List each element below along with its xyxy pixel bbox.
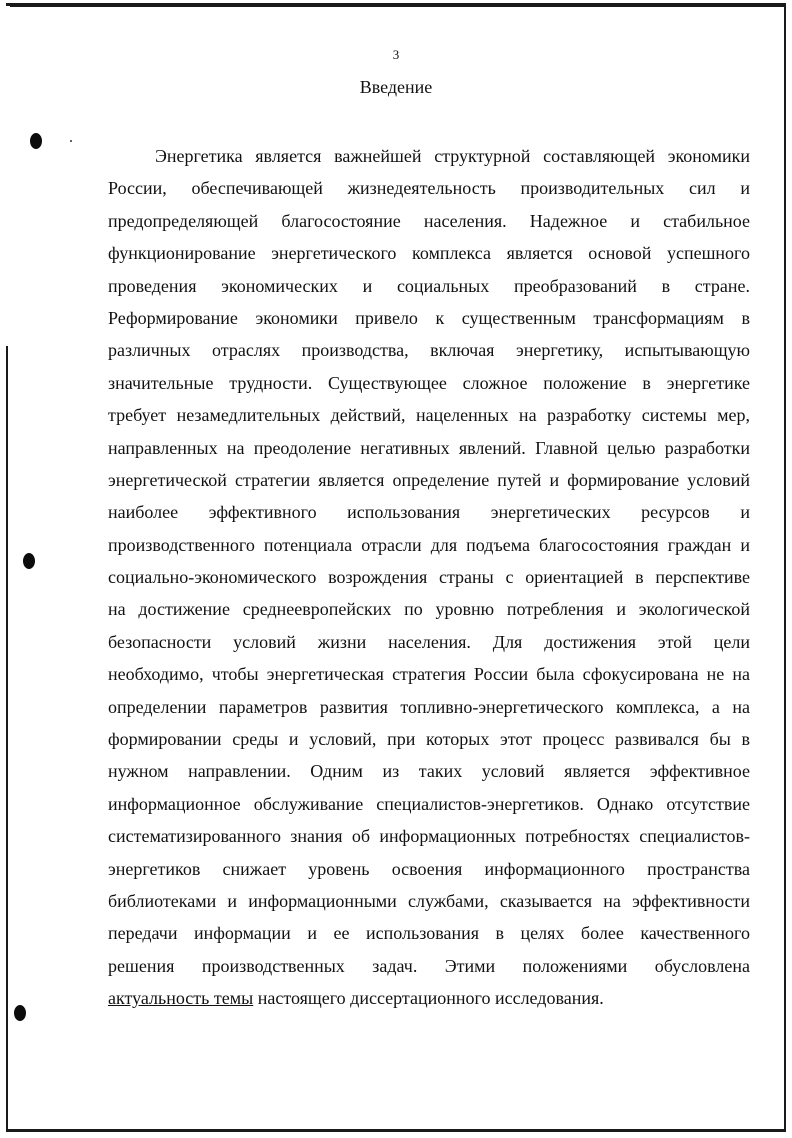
text-line: требует незамедлительных действий, нацеленных на разработку системы мер,	[108, 405, 750, 426]
text-line: значительные трудности. Существующее сложное положение в энергетике	[108, 372, 750, 393]
text-line: проведения экономических и социальных преобразований в стране.	[108, 275, 750, 296]
text-line: библиотеками и информационными службами, сказывается на эффективности	[108, 890, 750, 911]
text-line: Реформирование экономики привело к существенным трансформациям в	[108, 307, 750, 328]
text-line: энергетической стратегии является определение путей и формирование условий	[108, 469, 750, 490]
text-line: безопасности условий жизни населения. Для достижения этой цели	[108, 631, 750, 652]
body-paragraph	[108, 140, 750, 1015]
text-line: Энергетика является важнейшей структурной составляющей экономики	[155, 146, 750, 166]
text-line: наиболее эффективного использования энергетических ресурсов и	[108, 502, 750, 523]
text-line: необходимо, чтобы энергетическая стратегия России была сфокусирована не на	[108, 664, 750, 685]
underlined-term: актуальность темы	[108, 988, 254, 1009]
text-line: формировании среды и условий, при которых этот процесс развивался бы в	[108, 729, 750, 750]
text-line: на достижение среднеевропейских по уровню потребления и экологической	[108, 599, 750, 620]
text-line: различных отраслях производства, включая энергетику, испытывающую	[108, 340, 750, 361]
text-line-rest: настоящего диссертационного исследования.	[253, 988, 604, 1009]
text-line: информационное обслуживание специалистов-энергетиков. Однако отсутствие	[108, 793, 750, 814]
text-line: направленных на преодоление негативных явлений. Главной целью разработки	[108, 437, 750, 458]
text-line: предопределяющей благосостояние населения. Надежное и стабильное	[108, 210, 750, 231]
text-line: определении параметров развития топливно-энергетического комплекса, а на	[108, 696, 750, 717]
scan-speck	[70, 140, 72, 142]
text-line-final	[108, 982, 750, 1014]
text-line: производственного потенциала отрасли для подъема благосостояния граждан и	[108, 534, 750, 555]
punch-hole-mark	[30, 133, 42, 149]
text-line: передачи информации и ее использования в целях более качественного	[108, 923, 750, 944]
text-line: социально-экономического возрождения страны с ориентацией в перспективе	[108, 567, 750, 588]
text-line: систематизированного знания об информационных потребностях специалистов-	[108, 826, 750, 847]
text-line: функционирование энергетического комплекса является основой успешного	[108, 243, 750, 264]
text-line: России, обеспечивающей жизнедеятельность производительных сил и	[108, 178, 750, 199]
punch-hole-mark	[14, 1005, 26, 1021]
page-number: 3	[392, 47, 400, 62]
text-line: решения производственных задач. Этими положениями обусловлена	[108, 955, 750, 976]
section-heading: Введение	[359, 77, 433, 97]
punch-hole-mark	[23, 553, 35, 569]
text-line: энергетиков снижает уровень освоения информационного пространства	[108, 858, 750, 879]
text-line: нужном направлении. Одним из таких условий является эффективное	[108, 761, 750, 782]
